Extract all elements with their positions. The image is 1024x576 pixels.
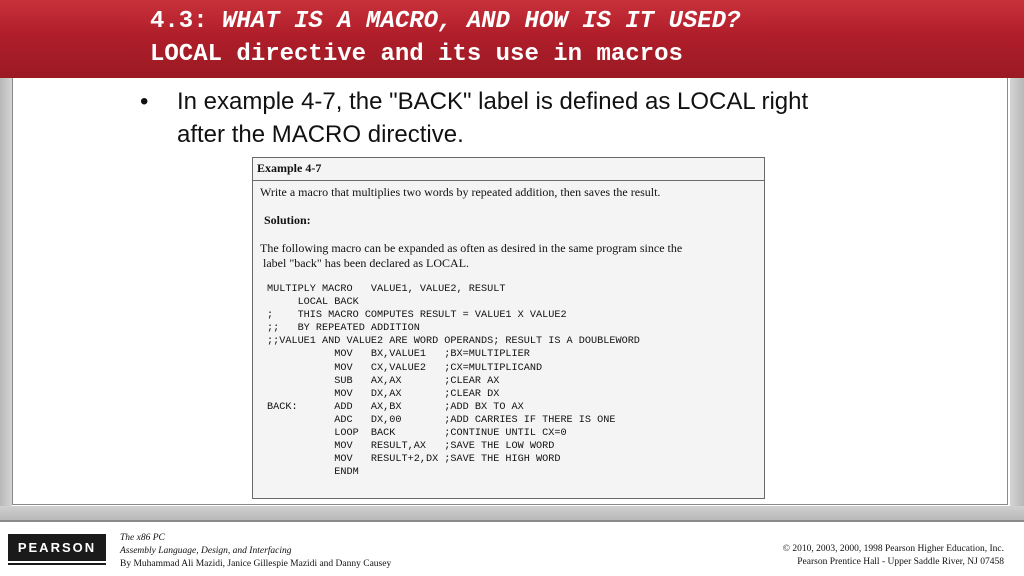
code-line: ; THIS MACRO COMPUTES RESULT = VALUE1 X VALUE2 — [267, 310, 567, 322]
book-subtitle: Assembly Language, Design, and Interfacing — [120, 546, 292, 556]
code-line: MULTIPLY MACRO VALUE1, VALUE2, RESULT — [267, 284, 506, 295]
bullet-text: In example 4-7, the "BACK" label is defined as LOCAL right after the MACRO directive. — [177, 88, 809, 148]
code-line: LOOP BACK ;CONTINUE UNTIL CX=0 — [267, 428, 567, 440]
code-line: MOV DX,AX ;CLEAR DX — [267, 388, 500, 400]
book-authors: By Muhammad Ali Mazidi, Janice Gillespie Mazidi and Danny Causey — [120, 559, 392, 569]
code-line: MOV CX,VALUE2 ;CX=MULTIPLICAND — [267, 362, 543, 374]
code-line: ;;VALUE1 AND VALUE2 ARE WORD OPERANDS; RESULT IS A DOUBLEWORD — [267, 336, 640, 348]
explanation-line-2: label "back" has been declared as LOCAL. — [263, 256, 470, 270]
bullet-marker: • — [140, 88, 149, 115]
code-line: BACK: ADD AX,BX ;ADD BX TO AX — [267, 401, 524, 413]
title-main: WHAT IS A MACRO, AND HOW IS IT USED? — [222, 8, 741, 35]
publisher-line: Pearson Prentice Hall - Upper Saddle River, NJ 07458 — [797, 557, 1004, 567]
code-line: ADC DX,00 ;ADD CARRIES IF THERE IS ONE — [267, 414, 616, 426]
footer-divider — [0, 520, 1024, 522]
logo-underline — [8, 563, 106, 565]
example-prompt: Write a macro that multiplies two words by repeated addition, then saves the result. — [260, 185, 661, 199]
code-line: MOV RESULT+2,DX ;SAVE THE HIGH WORD — [267, 454, 561, 466]
explanation-line-1: The following macro can be expanded as often as desired in the same program since the — [260, 241, 683, 255]
bottom-band — [0, 506, 1024, 520]
copyright-line: © 2010, 2003, 2000, 1998 Pearson Higher Education, Inc. — [782, 544, 1004, 554]
code-line: ;; BY REPEATED ADDITION — [267, 323, 420, 335]
title-number: 4.3: — [150, 8, 208, 35]
left-side-band — [0, 78, 12, 506]
code-listing — [267, 283, 640, 479]
copyright-info — [783, 543, 1004, 569]
solution-label: Solution: — [264, 213, 311, 227]
book-info — [120, 532, 391, 571]
example-title: Example 4-7 — [257, 161, 322, 175]
code-line: SUB AX,AX ;CLEAR AX — [267, 375, 500, 387]
slide-subtitle: LOCAL directive and its use in macros — [150, 41, 683, 68]
code-line: LOCAL BACK — [267, 297, 359, 309]
code-line: MOV BX,VALUE1 ;BX=MULTIPLIER — [267, 349, 530, 361]
right-side-band — [1010, 78, 1024, 506]
book-title: The x86 PC — [120, 533, 165, 543]
pearson-logo: PEARSON — [8, 534, 106, 561]
title-band — [0, 0, 1024, 78]
footer — [0, 520, 1024, 576]
example-header — [253, 158, 764, 181]
slide-title — [150, 8, 741, 36]
code-line: ENDM — [267, 467, 359, 479]
code-line: MOV RESULT,AX ;SAVE THE LOW WORD — [267, 441, 555, 453]
example-box — [252, 157, 765, 499]
